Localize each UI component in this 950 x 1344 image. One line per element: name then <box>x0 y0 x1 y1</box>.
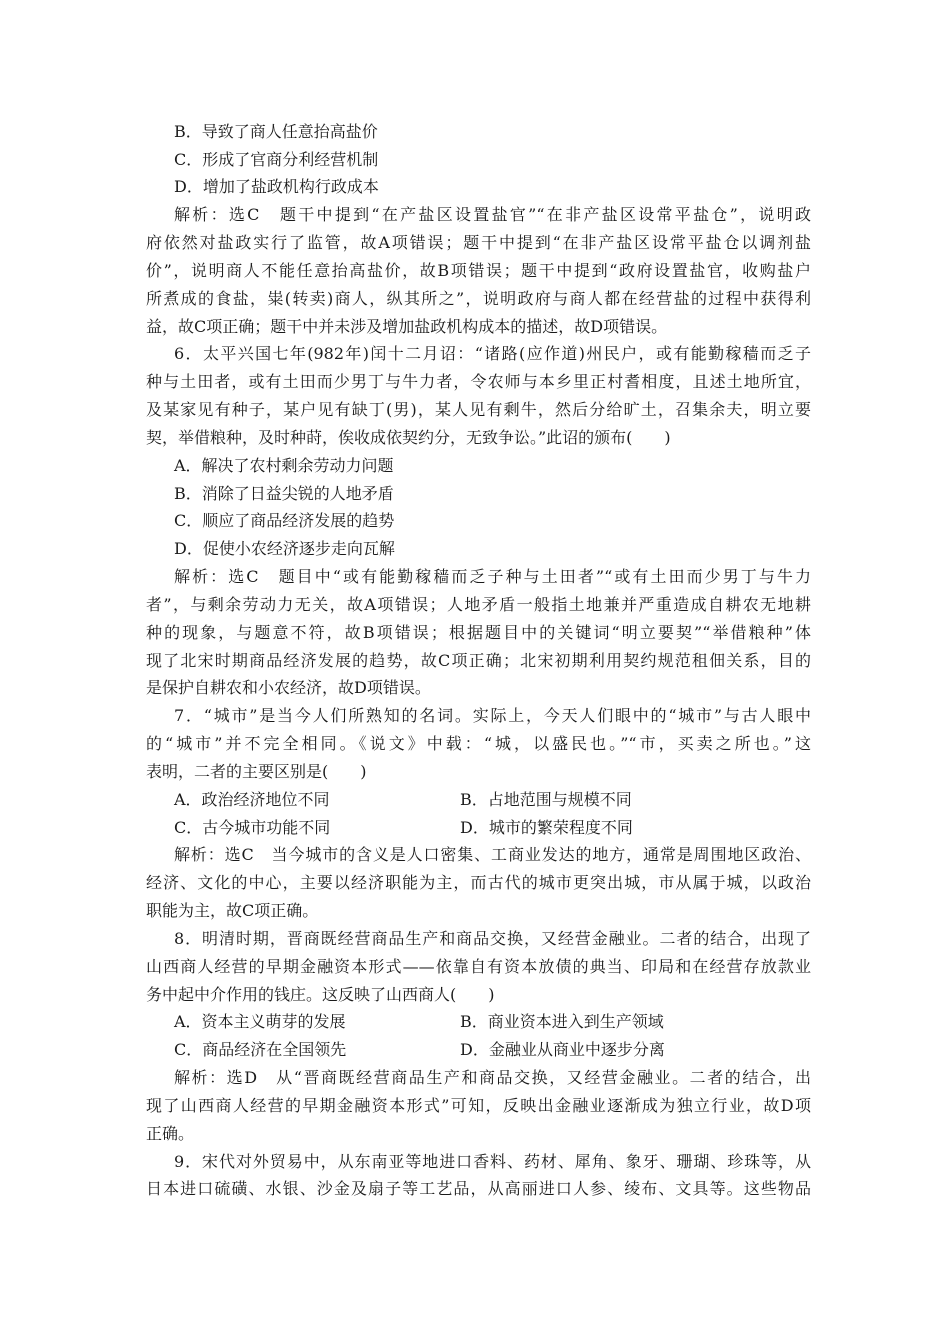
q5-analysis-line: 价”，说明商人不能任意抬高盐价，故B项错误；题干中提到“政府设置盐官，收购盐户 <box>146 261 811 280</box>
q6-analysis-line: 是保护自耕农和小农经济，故D项错误。 <box>146 678 431 697</box>
q6-analysis-line: 解析：选C 题目中“或有能勤稼穑而乏子种与土田者”“或有土田而少男丁与牛力 <box>174 567 811 586</box>
q7-stem-line: 表明，二者的主要区别是( ) <box>146 762 367 781</box>
q7-stem-line: 的“城市”并不完全相同。《说文》中载：“城，以盛民也。”“市，买卖之所也。”这 <box>146 734 811 753</box>
q8-option-a: A．资本主义萌芽的发展 <box>174 1012 346 1031</box>
q5-analysis-line: 解析：选C 题干中提到“在产盐区设置盐官”“在非产盐区设常平盐仓”，说明政 <box>174 205 811 224</box>
q6-option-c: C．顺应了商品经济发展的趋势 <box>174 511 395 530</box>
q5-option-d: D．增加了盐政机构行政成本 <box>174 177 379 196</box>
q5-analysis-line: 府依然对盐政实行了监管，故A项错误；题干中提到“在非产盐区设常平盐仓以调剂盐 <box>146 233 811 252</box>
q8-option-c: C．商品经济在全国领先 <box>174 1040 347 1059</box>
q7-option-b: B．占地范围与规模不同 <box>460 790 632 809</box>
q8-option-b: B．商业资本进入到生产领域 <box>460 1012 664 1031</box>
q7-analysis-line: 职能为主，故C项正确。 <box>146 901 319 920</box>
q8-analysis-line: 解析：选D 从“晋商既经营商品生产和商品交换，又经营金融业。二者的结合，出 <box>174 1068 811 1087</box>
q7-analysis-line: 经济、文化的中心，主要以经济职能为主，而古代的城市更突出城，市从属于城，以政治 <box>146 873 811 892</box>
q8-stem-line: 山西商人经营的早期金融资本形式——依靠自有资本放债的典当、印局和在经营存放款业 <box>146 957 811 976</box>
q9-stem-line: 9．宋代对外贸易中，从东南亚等地进口香料、药材、犀角、象牙、珊瑚、珍珠等，从 <box>174 1152 811 1171</box>
q5-option-c: C．形成了官商分利经营机制 <box>174 150 379 169</box>
q6-stem-line: 6．太平兴国七年(982年)闰十二月诏：“诸路(应作道)州民户，或有能勤稼穑而乏子 <box>174 344 811 363</box>
q5-option-b: B．导致了商人任意抬高盐价 <box>174 122 378 141</box>
q7-option-c: C．古今城市功能不同 <box>174 818 331 837</box>
q8-stem-line: 务中起中介作用的钱庄。这反映了山西商人( ) <box>146 985 495 1004</box>
q7-analysis-line: 解析：选C 当今城市的含义是人口密集、工商业发达的地方，通常是周围地区政治、 <box>174 845 811 864</box>
q8-option-d: D．金融业从商业中逐步分离 <box>460 1040 665 1059</box>
q7-stem-line: 7．“城市”是当今人们所熟知的名词。实际上，今天人们眼中的“城市”与古人眼中 <box>174 706 811 725</box>
q6-option-a: A．解决了农村剩余劳动力问题 <box>174 456 394 475</box>
q8-stem-line: 8．明清时期，晋商既经营商品生产和商品交换，又经营金融业。二者的结合，出现了 <box>174 929 811 948</box>
q5-analysis-line: 所煮成的食盐，粜(转卖)商人，纵其所之”，说明政府与商人都在经营盐的过程中获得利 <box>146 289 811 308</box>
q6-option-d: D．促使小农经济逐步走向瓦解 <box>174 539 395 558</box>
q6-analysis-line: 者”，与剩余劳动力无关，故A项错误；人地矛盾一般指土地兼并严重造成自耕农无地耕 <box>146 595 811 614</box>
q5-analysis-line: 益，故C项正确；题干中并未涉及增加盐政机构成本的描述，故D项错误。 <box>146 317 668 336</box>
q8-analysis-line: 现了山西商人经营的早期金融资本形式”可知，反映出金融业逐渐成为独立行业，故D项 <box>146 1096 811 1115</box>
q6-analysis-line: 种的现象，与题意不符，故B项错误；根据题目中的关键词“明立要契”“举借粮种”体 <box>146 623 811 642</box>
q6-option-b: B．消除了日益尖锐的人地矛盾 <box>174 484 394 503</box>
q7-option-d: D．城市的繁荣程度不同 <box>460 818 633 837</box>
q9-stem-line: 日本进口硫磺、水银、沙金及扇子等工艺品，从高丽进口人参、绫布、文具等。这些物品 <box>146 1179 811 1198</box>
q6-stem-line: 及某家见有种子，某户见有缺丁(男)，某人见有剩牛，然后分给旷土，召集余夫，明立要 <box>146 400 811 419</box>
q6-stem-line: 种与土田者，或有土田而少男丁与牛力者，令农师与本乡里正村耆相度，且述土地所宜， <box>146 372 811 391</box>
q7-option-a: A．政治经济地位不同 <box>174 790 330 809</box>
q8-analysis-line: 正确。 <box>146 1124 195 1143</box>
q6-stem-line: 契，举借粮种，及时种莳，俟收成依契约分，无致争讼。”此诏的颁布( ) <box>146 428 671 447</box>
q6-analysis-line: 现了北宋时期商品经济发展的趋势，故C项正确；北宋初期利用契约规范租佃关系，目的 <box>146 651 811 670</box>
